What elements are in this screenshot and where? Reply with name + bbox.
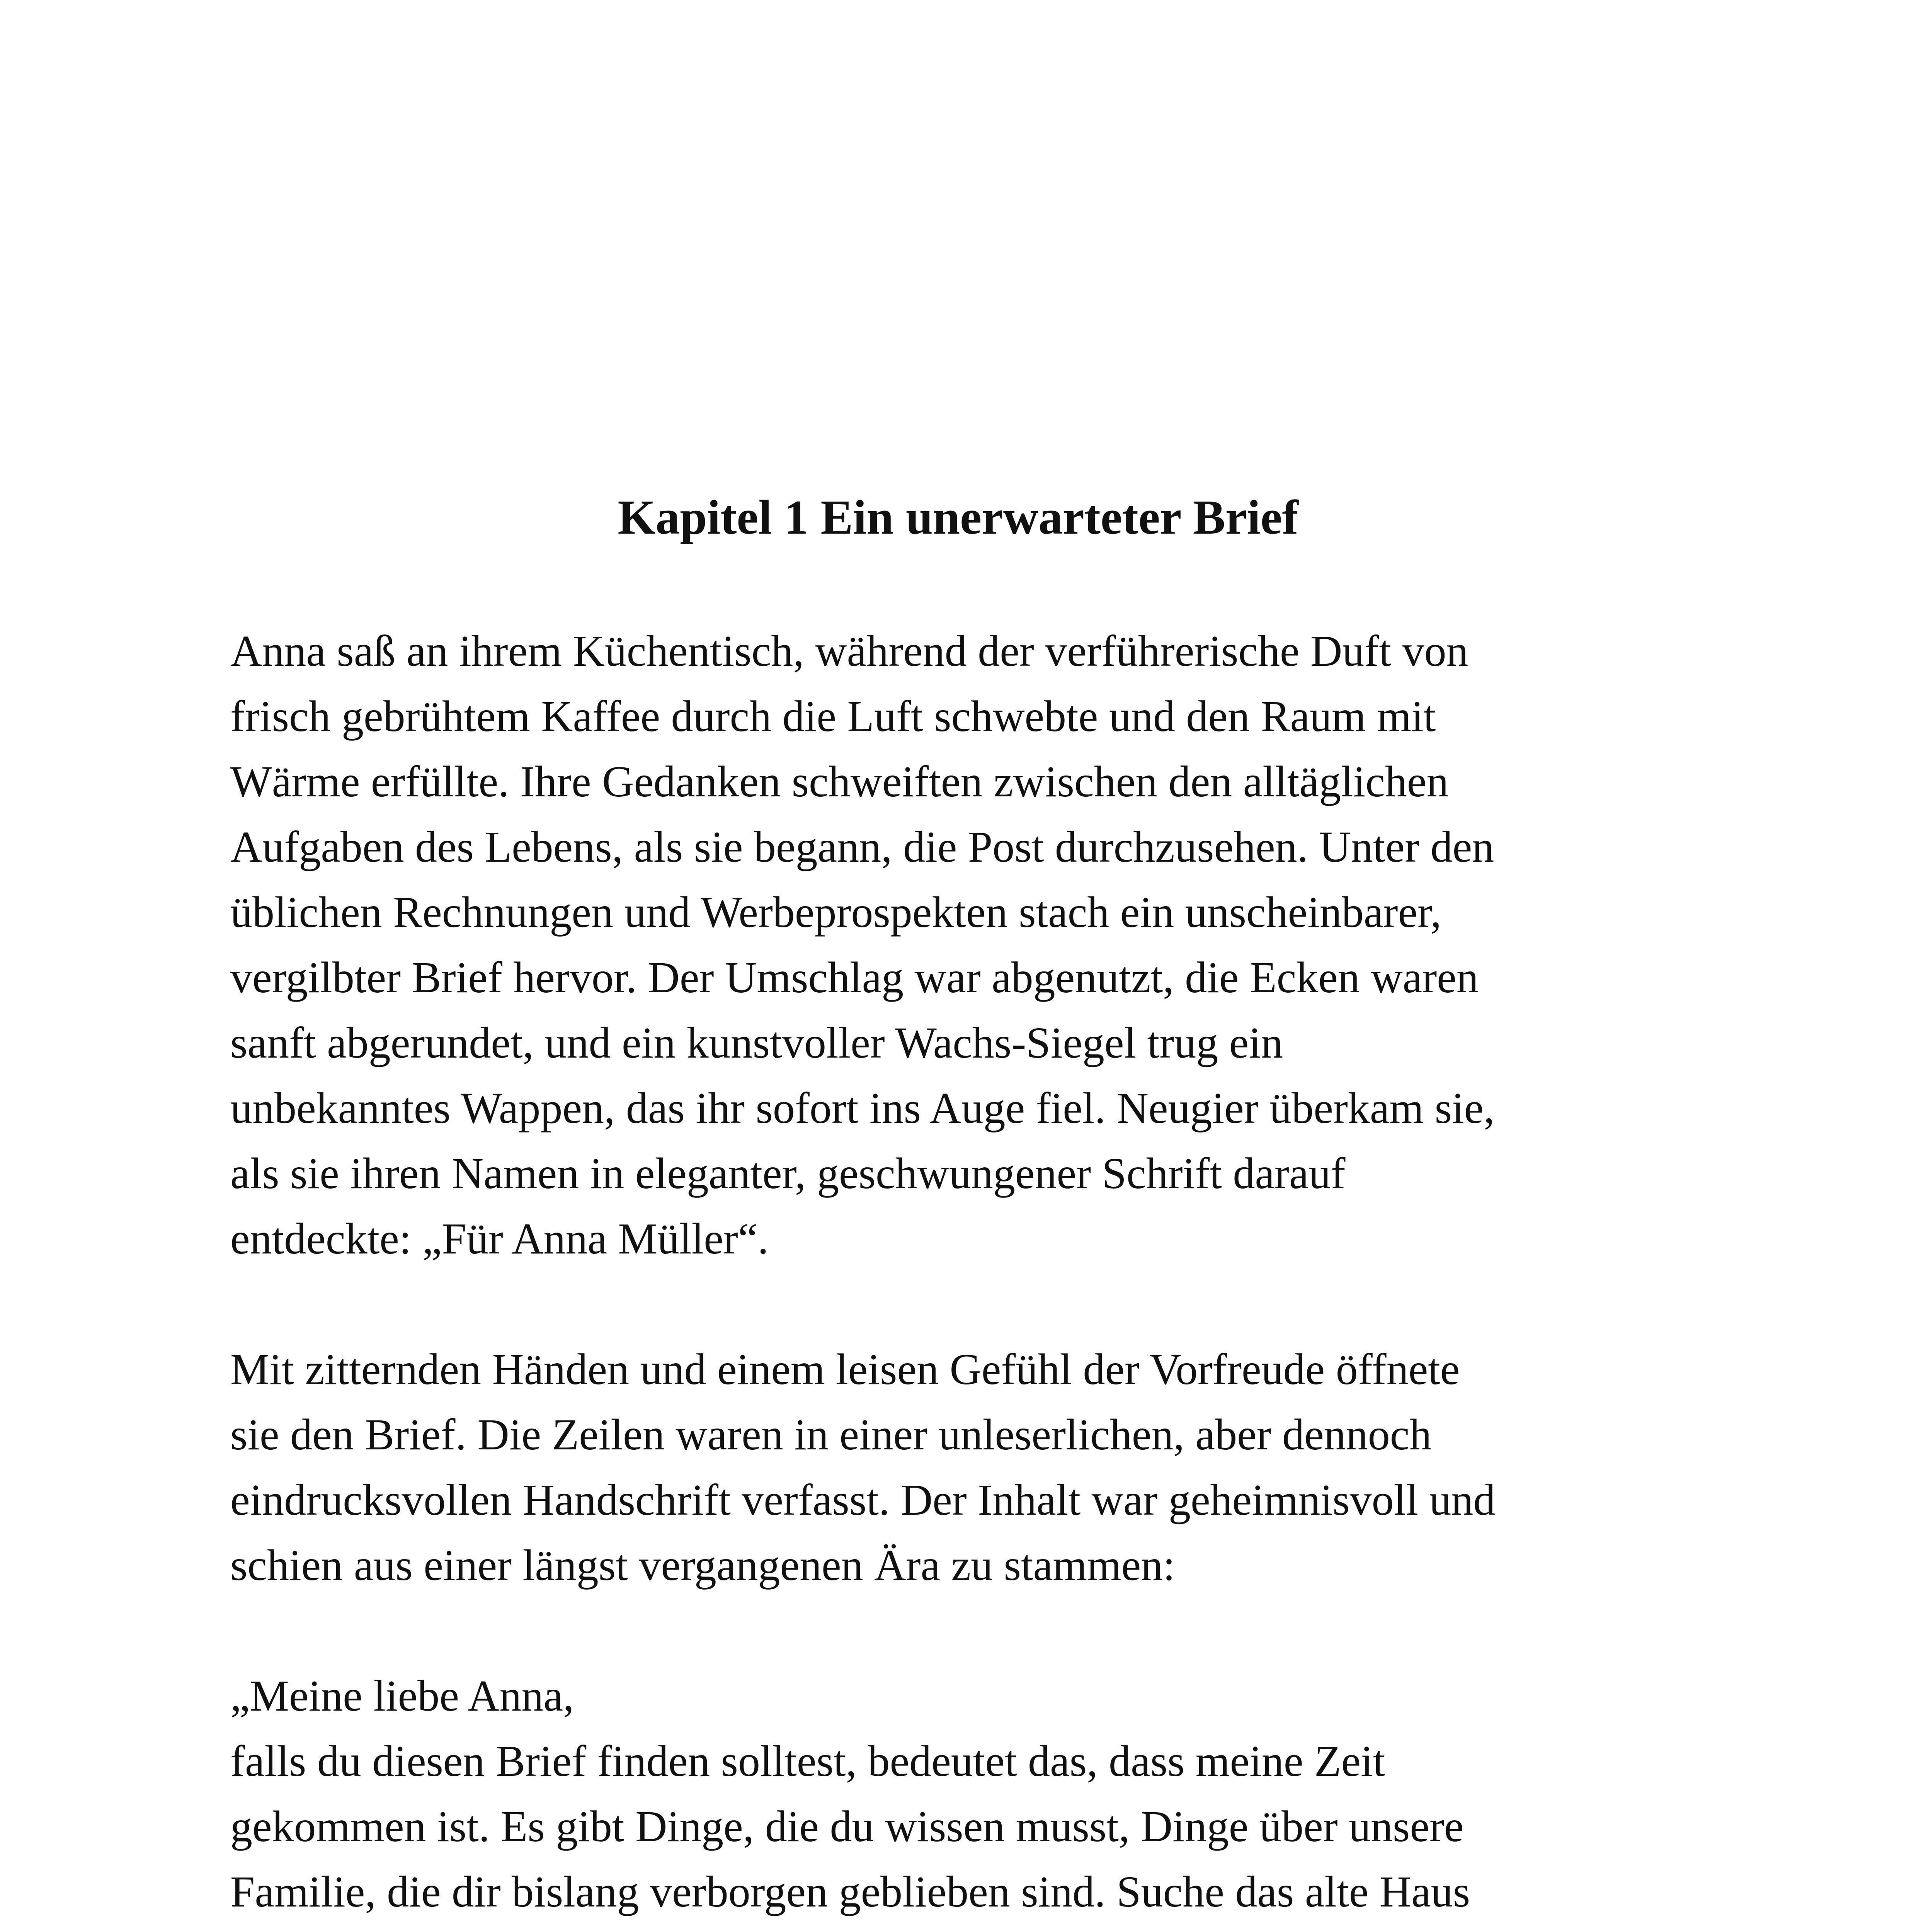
text-line: frisch gebrühtem Kaffee durch die Luft schwebte und den Raum mit — [230, 692, 1436, 741]
text-line: schien aus einer längst vergangenen Ära zu stammen: — [230, 1541, 1175, 1590]
text-line: sie den Brief. Die Zeilen waren in einer unleserlichen, aber dennoch — [230, 1410, 1432, 1459]
text-line: „Meine liebe Anna, — [230, 1671, 574, 1720]
text-line: Familie, die dir bislang verborgen geblieben sind. Suche das alte Haus — [230, 1867, 1470, 1916]
text-line: sanft abgerundet, und ein kunstvoller Wachs-Siegel trug ein — [230, 1018, 1283, 1067]
text-line: vergilbter Brief hervor. Der Umschlag war abgenutzt, die Ecken waren — [230, 953, 1479, 1002]
text-line: als sie ihren Namen in eleganter, geschwungener Schrift darauf — [230, 1149, 1346, 1198]
chapter-title: Kapitel 1 Ein unerwarteter Brief — [618, 491, 1298, 544]
text-line: eindrucksvollen Handschrift verfasst. Der Inhalt war geheimnisvoll und — [230, 1475, 1496, 1524]
text-line: üblichen Rechnungen und Werbeprospekten stach ein unscheinbarer, — [230, 888, 1441, 937]
text-line: Mit zitternden Händen und einem leisen Gefühl der Vorfreude öffnete — [230, 1345, 1460, 1394]
text-line: unbekanntes Wappen, das ihr sofort ins Auge fiel. Neugier überkam sie, — [230, 1083, 1495, 1133]
text-line: falls du diesen Brief finden solltest, bedeutet das, dass meine Zeit — [230, 1736, 1385, 1786]
text-line: entdeckte: „Für Anna Müller“. — [230, 1214, 769, 1263]
paragraph-2 — [230, 1337, 1737, 1598]
letter-text — [230, 1663, 1737, 1932]
paragraph-gap — [230, 1598, 1737, 1663]
text-line: Wärme erfüllte. Ihre Gedanken schweiften zwischen den alltäglichen — [230, 757, 1449, 806]
text-line: gekommen ist. Es gibt Dinge, die du wissen musst, Dinge über unsere — [230, 1802, 1464, 1851]
text-line — [230, 1924, 1737, 1932]
document-body — [230, 618, 1737, 1932]
text-line: Aufgaben des Lebens, als sie begann, die Post durchzusehen. Unter den — [230, 822, 1494, 871]
paragraph-gap — [230, 1271, 1737, 1337]
text-line: Anna saß an ihrem Küchentisch, während der verführerische Duft von — [230, 626, 1468, 675]
paragraph-1 — [230, 618, 1737, 1271]
